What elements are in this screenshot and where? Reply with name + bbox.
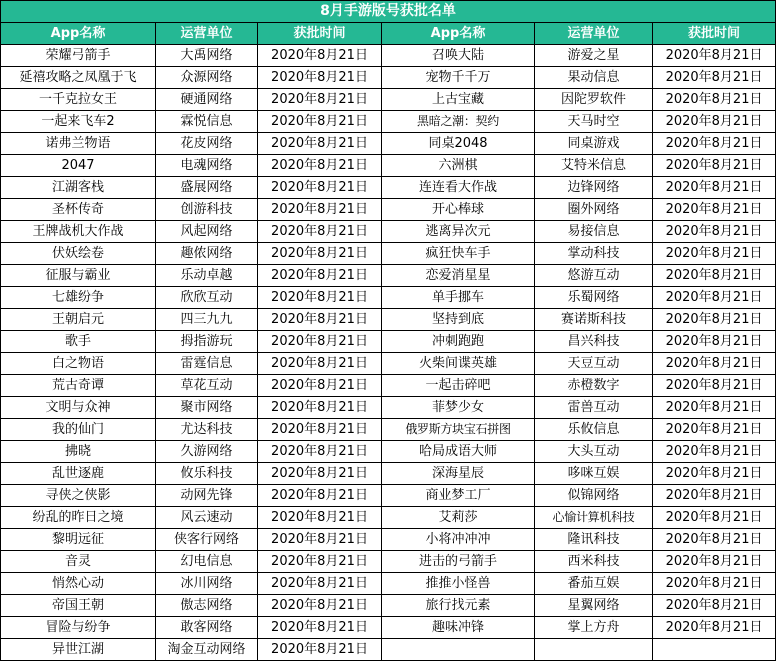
cell-app-name-right: 同桌2048 [382, 133, 535, 155]
cell-approval-date-right: 2020年8月21日 [653, 507, 776, 529]
cell-approval-date-right: 2020年8月21日 [653, 243, 776, 265]
cell-operator-right: 番茄互娱 [535, 573, 653, 595]
cell-approval-date-left: 2020年8月21日 [258, 133, 382, 155]
cell-approval-date-left: 2020年8月21日 [258, 309, 382, 331]
table-row [1, 177, 776, 199]
cell-app-name-right: 疯狂快车手 [382, 243, 535, 265]
cell-operator-right: 昌兴科技 [535, 331, 653, 353]
cell-operator-right: 边锋网络 [535, 177, 653, 199]
cell-operator-left: 幻电信息 [156, 551, 258, 573]
cell-operator-left: 电魂网络 [156, 155, 258, 177]
cell-app-name-left: 延禧攻略之凤凰于飞 [1, 67, 156, 89]
cell-app-name-right: 冲刺跑跑 [382, 331, 535, 353]
table-row [1, 595, 776, 617]
cell-operator-right: 天马时空 [535, 111, 653, 133]
cell-approval-date-left: 2020年8月21日 [258, 221, 382, 243]
cell-operator-left: 花皮网络 [156, 133, 258, 155]
table-title: 8月手游版号获批名单 [1, 1, 776, 23]
table-row [1, 133, 776, 155]
cell-operator-left: 雷霆信息 [156, 353, 258, 375]
cell-approval-date-right: 2020年8月21日 [653, 551, 776, 573]
cell-app-name-left: 黎明远征 [1, 529, 156, 551]
table-row [1, 529, 776, 551]
cell-operator-right: 赤橙数字 [535, 375, 653, 397]
cell-approval-date-left: 2020年8月21日 [258, 89, 382, 111]
cell-app-name-right: 逃离异次元 [382, 221, 535, 243]
cell-operator-right: 大头互动 [535, 441, 653, 463]
cell-operator-right: 雷兽互动 [535, 397, 653, 419]
table-row [1, 89, 776, 111]
cell-app-name-right: 一起击碎吧 [382, 375, 535, 397]
cell-approval-date-left: 2020年8月21日 [258, 507, 382, 529]
cell-app-name-right: 趣味冲锋 [382, 617, 535, 639]
table-row [1, 639, 776, 661]
table-row [1, 397, 776, 419]
cell-app-name-left: 王朝启元 [1, 309, 156, 331]
table-row [1, 375, 776, 397]
cell-approval-date-left: 2020年8月21日 [258, 419, 382, 441]
cell-app-name-left: 悄然心动 [1, 573, 156, 595]
table-row [1, 419, 776, 441]
header-approval-date-left: 获批时间 [258, 23, 382, 45]
cell-app-name-right: 连连看大作战 [382, 177, 535, 199]
table-row [1, 331, 776, 353]
cell-app-name-left: 伏妖绘卷 [1, 243, 156, 265]
cell-app-name-left: 征服与霸业 [1, 265, 156, 287]
cell-operator-right: 乐攸信息 [535, 419, 653, 441]
cell-operator-right: 艾特米信息 [535, 155, 653, 177]
cell-approval-date-left: 2020年8月21日 [258, 639, 382, 661]
cell-operator-right: 西米科技 [535, 551, 653, 573]
cell-approval-date-left: 2020年8月21日 [258, 199, 382, 221]
cell-approval-date-right: 2020年8月21日 [653, 573, 776, 595]
cell-operator-left: 硬通网络 [156, 89, 258, 111]
cell-approval-date-right: 2020年8月21日 [653, 397, 776, 419]
cell-app-name-left: 冒险与纷争 [1, 617, 156, 639]
cell-approval-date-left: 2020年8月21日 [258, 463, 382, 485]
cell-app-name-left: 一千克拉女王 [1, 89, 156, 111]
cell-approval-date-left: 2020年8月21日 [258, 331, 382, 353]
cell-approval-date-left: 2020年8月21日 [258, 375, 382, 397]
cell-app-name-right: 艾莉莎 [382, 507, 535, 529]
cell-app-name-right: 推推小怪兽 [382, 573, 535, 595]
cell-approval-date-left: 2020年8月21日 [258, 287, 382, 309]
cell-app-name-left: 七雄纷争 [1, 287, 156, 309]
cell-operator-left: 众源网络 [156, 67, 258, 89]
table-row [1, 309, 776, 331]
cell-app-name-left: 诺弗兰物语 [1, 133, 156, 155]
cell-approval-date-left: 2020年8月21日 [258, 265, 382, 287]
cell-app-name-right: 单手挪车 [382, 287, 535, 309]
table-row [1, 155, 776, 177]
cell-approval-date-right: 2020年8月21日 [653, 155, 776, 177]
header-operator-right: 运营单位 [535, 23, 653, 45]
cell-approval-date-left: 2020年8月21日 [258, 573, 382, 595]
cell-approval-date-right: 2020年8月21日 [653, 309, 776, 331]
cell-app-name-right: 火柴间谍英雄 [382, 353, 535, 375]
cell-approval-date-left: 2020年8月21日 [258, 441, 382, 463]
table-row [1, 617, 776, 639]
cell-app-name-right: 小将冲冲冲 [382, 529, 535, 551]
cell-operator-right: 哆咪互娱 [535, 463, 653, 485]
cell-approval-date-right: 2020年8月21日 [653, 287, 776, 309]
cell-operator-left: 风起网络 [156, 221, 258, 243]
cell-approval-date-left: 2020年8月21日 [258, 397, 382, 419]
cell-app-name-right: 哈局成语大师 [382, 441, 535, 463]
table-row [1, 353, 776, 375]
cell-app-name-left: 荣耀弓箭手 [1, 45, 156, 67]
cell-app-name-right: 黑暗之潮：契约 [382, 111, 535, 133]
cell-app-name-left: 江湖客栈 [1, 177, 156, 199]
cell-approval-date-left: 2020年8月21日 [258, 485, 382, 507]
cell-app-name-right: 召唤大陆 [382, 45, 535, 67]
cell-app-name-left: 拂晓 [1, 441, 156, 463]
cell-operator-left: 动网先锋 [156, 485, 258, 507]
cell-operator-left: 侠客行网络 [156, 529, 258, 551]
cell-approval-date-right [653, 639, 776, 661]
table-row [1, 243, 776, 265]
cell-app-name-right: 俄罗斯方块宝石拼图 [382, 419, 535, 441]
cell-operator-right: 同桌游戏 [535, 133, 653, 155]
cell-approval-date-right: 2020年8月21日 [653, 375, 776, 397]
cell-app-name-right: 上古宝藏 [382, 89, 535, 111]
cell-operator-left: 趣侬网络 [156, 243, 258, 265]
cell-operator-right: 天豆互动 [535, 353, 653, 375]
cell-app-name-left: 2047 [1, 155, 156, 177]
table-row [1, 551, 776, 573]
cell-approval-date-right: 2020年8月21日 [653, 199, 776, 221]
cell-operator-right: 隆讯科技 [535, 529, 653, 551]
cell-app-name-right: 六洲棋 [382, 155, 535, 177]
cell-approval-date-right: 2020年8月21日 [653, 595, 776, 617]
cell-operator-left: 大禹网络 [156, 45, 258, 67]
cell-approval-date-right: 2020年8月21日 [653, 45, 776, 67]
cell-approval-date-right: 2020年8月21日 [653, 331, 776, 353]
cell-approval-date-right: 2020年8月21日 [653, 89, 776, 111]
cell-app-name-right: 旅行找元素 [382, 595, 535, 617]
header-operator-left: 运营单位 [156, 23, 258, 45]
cell-app-name-right: 深海星辰 [382, 463, 535, 485]
cell-operator-left: 欣欣互动 [156, 287, 258, 309]
cell-operator-right: 因陀罗软件 [535, 89, 653, 111]
cell-app-name-left: 圣杯传奇 [1, 199, 156, 221]
table-row [1, 45, 776, 67]
cell-operator-right: 悠游互动 [535, 265, 653, 287]
cell-app-name-left: 歌手 [1, 331, 156, 353]
cell-approval-date-left: 2020年8月21日 [258, 45, 382, 67]
table-row [1, 463, 776, 485]
cell-app-name-right: 恋爱消星星 [382, 265, 535, 287]
cell-app-name-left: 王牌战机大作战 [1, 221, 156, 243]
table-row [1, 265, 776, 287]
cell-approval-date-right: 2020年8月21日 [653, 221, 776, 243]
header-app-name-left: App名称 [1, 23, 156, 45]
cell-operator-right: 果动信息 [535, 67, 653, 89]
cell-operator-right: 掌动科技 [535, 243, 653, 265]
cell-app-name-left: 白之物语 [1, 353, 156, 375]
cell-operator-right: 圈外网络 [535, 199, 653, 221]
cell-app-name-right: 菲梦少女 [382, 397, 535, 419]
cell-app-name-left: 异世江湖 [1, 639, 156, 661]
cell-app-name-right: 开心棒球 [382, 199, 535, 221]
cell-operator-left: 盛展网络 [156, 177, 258, 199]
cell-approval-date-left: 2020年8月21日 [258, 111, 382, 133]
cell-approval-date-right: 2020年8月21日 [653, 529, 776, 551]
cell-app-name-right: 商业梦工厂 [382, 485, 535, 507]
cell-app-name-left: 一起来飞车2 [1, 111, 156, 133]
cell-operator-left: 乐动卓越 [156, 265, 258, 287]
cell-operator-left: 久游网络 [156, 441, 258, 463]
table-row [1, 199, 776, 221]
cell-approval-date-right: 2020年8月21日 [653, 485, 776, 507]
table-row [1, 287, 776, 309]
cell-approval-date-left: 2020年8月21日 [258, 529, 382, 551]
table-row [1, 507, 776, 529]
cell-app-name-right: 宠物千千万 [382, 67, 535, 89]
cell-operator-left: 四三九九 [156, 309, 258, 331]
cell-operator-left: 拇指游玩 [156, 331, 258, 353]
cell-approval-date-right: 2020年8月21日 [653, 463, 776, 485]
cell-approval-date-right: 2020年8月21日 [653, 617, 776, 639]
header-app-name-right: App名称 [382, 23, 535, 45]
cell-operator-right: 似锦网络 [535, 485, 653, 507]
cell-operator-left: 冰川网络 [156, 573, 258, 595]
cell-approval-date-left: 2020年8月21日 [258, 177, 382, 199]
cell-operator-left: 攸乐科技 [156, 463, 258, 485]
header-row [1, 23, 776, 45]
cell-operator-right [535, 639, 653, 661]
title-row [1, 1, 776, 23]
cell-app-name-left: 音灵 [1, 551, 156, 573]
cell-app-name-left: 文明与众神 [1, 397, 156, 419]
cell-operator-left: 敢客网络 [156, 617, 258, 639]
cell-operator-right: 易接信息 [535, 221, 653, 243]
cell-operator-left: 傲志网络 [156, 595, 258, 617]
cell-approval-date-right: 2020年8月21日 [653, 67, 776, 89]
table-row [1, 221, 776, 243]
cell-app-name-right: 坚持到底 [382, 309, 535, 331]
table-row [1, 67, 776, 89]
cell-app-name-left: 帝国王朝 [1, 595, 156, 617]
cell-app-name-left: 我的仙门 [1, 419, 156, 441]
cell-approval-date-left: 2020年8月21日 [258, 155, 382, 177]
cell-operator-right: 星翼网络 [535, 595, 653, 617]
cell-approval-date-right: 2020年8月21日 [653, 353, 776, 375]
table-row [1, 485, 776, 507]
cell-approval-date-right: 2020年8月21日 [653, 177, 776, 199]
cell-app-name-left: 寻侠之侠影 [1, 485, 156, 507]
cell-approval-date-right: 2020年8月21日 [653, 441, 776, 463]
cell-approval-date-left: 2020年8月21日 [258, 67, 382, 89]
cell-app-name-right: 进击的弓箭手 [382, 551, 535, 573]
cell-approval-date-right: 2020年8月21日 [653, 265, 776, 287]
cell-operator-right: 赛诺斯科技 [535, 309, 653, 331]
cell-operator-right: 游爱之星 [535, 45, 653, 67]
cell-operator-left: 草花互动 [156, 375, 258, 397]
cell-approval-date-right: 2020年8月21日 [653, 419, 776, 441]
cell-operator-left: 霖悦信息 [156, 111, 258, 133]
cell-approval-date-left: 2020年8月21日 [258, 617, 382, 639]
cell-approval-date-left: 2020年8月21日 [258, 243, 382, 265]
header-approval-date-right: 获批时间 [653, 23, 776, 45]
cell-approval-date-left: 2020年8月21日 [258, 551, 382, 573]
cell-approval-date-left: 2020年8月21日 [258, 595, 382, 617]
table-row [1, 441, 776, 463]
cell-approval-date-left: 2020年8月21日 [258, 353, 382, 375]
cell-operator-right: 心愉计算机科技 [535, 507, 653, 529]
cell-operator-right: 掌上方舟 [535, 617, 653, 639]
cell-operator-left: 尤达科技 [156, 419, 258, 441]
cell-approval-date-right: 2020年8月21日 [653, 133, 776, 155]
cell-app-name-left: 乱世逐鹿 [1, 463, 156, 485]
table-row [1, 573, 776, 595]
table-row [1, 111, 776, 133]
cell-operator-left: 聚市网络 [156, 397, 258, 419]
cell-approval-date-right: 2020年8月21日 [653, 111, 776, 133]
cell-operator-right: 乐蜀网络 [535, 287, 653, 309]
cell-operator-left: 风云速动 [156, 507, 258, 529]
cell-operator-left: 创游科技 [156, 199, 258, 221]
cell-operator-left: 淘金互动网络 [156, 639, 258, 661]
cell-app-name-right [382, 639, 535, 661]
cell-app-name-left: 纷乱的昨日之境 [1, 507, 156, 529]
cell-app-name-left: 荒古奇谭 [1, 375, 156, 397]
